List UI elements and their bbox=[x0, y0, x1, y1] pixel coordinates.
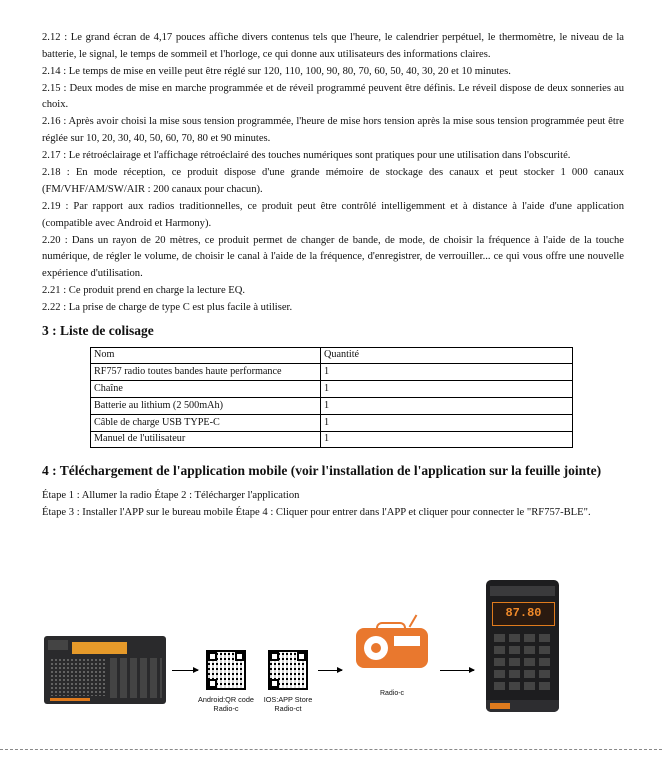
steps-line-2: Étape 3 : Installer l'APP sur le bureau mobile Étape 4 : Cliquer pour entrer dans l'APP et cliquer pour connecter le "RF757-BLE". bbox=[42, 507, 591, 519]
radio-keypad bbox=[110, 658, 162, 698]
qr-code-ios-icon bbox=[268, 650, 308, 690]
document-page bbox=[42, 30, 624, 523]
qr-android-caption-line1: Android:QR code bbox=[198, 695, 254, 704]
paragraph-2-14: 2.14 : Le temps de mise en veille peut être réglé sur 120, 110, 100, 90, 80, 70, 60, 50, 40, 30, 20 et 10 minutes. bbox=[42, 65, 511, 77]
radio-app-caption: Radio-c bbox=[379, 690, 405, 697]
table-cell-quantity: 1 bbox=[321, 431, 573, 448]
paragraph-2-16: 2.16 : Après avoir choisi la mise sous tension programmée, l'heure de mise hors tension après la mise sous tension programmée peut être réglée sur 10, 20, 30, 40, 50, 60, 70, 80 et 90 minutes. bbox=[42, 116, 624, 145]
paragraph-2-19: 2.19 : Par rapport aux radios traditionnelles, ce produit peut être contrôlé intelligemment et à distance à l'aide d'une application (compatible avec Android et Harmony). bbox=[42, 200, 624, 229]
qr-android-caption-line2: Radio-c bbox=[213, 704, 239, 713]
paragraph-2-15: 2.15 : Deux modes de mise en marche programmée et de réveil programmé peuvent être définis. Le réveil dispose de deux sonneries au choix. bbox=[42, 82, 624, 111]
paragraph-2-21: 2.21 : Ce produit prend en charge la lecture EQ. bbox=[42, 284, 246, 296]
table-header-row bbox=[91, 347, 573, 364]
table-cell-quantity: 1 bbox=[321, 381, 573, 398]
qr-ios-caption bbox=[252, 695, 324, 713]
table-header-quantity: Quantité bbox=[321, 347, 573, 364]
table-cell-name: Câble de charge USB TYPE-C bbox=[91, 414, 321, 431]
steps-line-1: Étape 1 : Allumer la radio Étape 2 : Télécharger l'application bbox=[42, 490, 300, 502]
radio-brand-logo bbox=[48, 640, 68, 650]
table-row bbox=[91, 431, 573, 448]
packing-list-table bbox=[90, 347, 573, 449]
radio-display bbox=[72, 642, 127, 654]
table-row bbox=[91, 414, 573, 431]
table-row bbox=[91, 397, 573, 414]
app-top-bar bbox=[490, 586, 555, 596]
table-cell-name: Batterie au lithium (2 500mAh) bbox=[91, 397, 321, 414]
table-cell-name: Manuel de l'utilisateur bbox=[91, 431, 321, 448]
app-bottom-bar bbox=[486, 700, 559, 712]
table-row bbox=[91, 364, 573, 381]
paragraph-2-17: 2.17 : Le rétroéclairage et l'affichage rétroéclairé des touches numériques sont pratiques pour une utilisation dans l'obscurité. bbox=[42, 150, 571, 162]
qr-ios-caption-line2: Radio-ct bbox=[274, 704, 302, 713]
page-bottom-divider bbox=[0, 749, 662, 750]
section-3-heading: 3 : Liste de colisage bbox=[42, 322, 154, 338]
arrow-icon bbox=[440, 670, 474, 671]
radio-speaker-grille bbox=[50, 658, 105, 696]
qr-ios-caption-line1: IOS:APP Store bbox=[263, 695, 313, 704]
table-cell-name: Chaîne bbox=[91, 381, 321, 398]
table-cell-quantity: 1 bbox=[321, 397, 573, 414]
radio-device-image bbox=[44, 636, 166, 704]
table-cell-quantity: 1 bbox=[321, 414, 573, 431]
table-header-name: Nom bbox=[91, 347, 321, 364]
table-row bbox=[91, 381, 573, 398]
app-frequency-value: 87.80 bbox=[505, 606, 542, 620]
paragraph-2-20: 2.20 : Dans un rayon de 20 mètres, ce produit permet de changer de bande, de mode, de choisir la fréquence à l'aide de la touche numérique, de régler le volume, de choisir le canal à l'aide de la fréquence, d'enregistrer, de verrouiller... ce qui vous offre une nouvelle expérience d'utilisation. bbox=[42, 234, 624, 279]
paragraph-2-22: 2.22 : La prise de charge de type C est plus facile à utiliser. bbox=[42, 302, 293, 313]
app-keypad bbox=[494, 634, 551, 694]
app-install-figure bbox=[0, 580, 662, 720]
table-cell-quantity: 1 bbox=[321, 364, 573, 381]
table-cell-name: RF757 radio toutes bandes haute performance bbox=[91, 364, 321, 381]
app-frequency-display bbox=[492, 602, 555, 626]
qr-code-android-icon bbox=[206, 650, 246, 690]
radio-app-icon bbox=[356, 622, 428, 668]
arrow-icon bbox=[172, 670, 198, 671]
section-4-heading: 4 : Téléchargement de l'application mobile (voir l'installation de l'application sur la feuille jointe) bbox=[42, 463, 602, 479]
phone-app-screenshot bbox=[486, 580, 559, 712]
arrow-icon bbox=[318, 670, 342, 671]
radio-accent-strip bbox=[50, 698, 90, 701]
paragraph-2-12: 2.12 : Le grand écran de 4,17 pouces affiche divers contenus tels que l'heure, le calendrier perpétuel, le thermomètre, le niveau de la batterie, le signal, le temps de sommeil et l'horloge, ce qui donne aux utilisateurs des informations claires. bbox=[42, 32, 624, 60]
paragraph-2-18: 2.18 : En mode réception, ce produit dispose d'une grande mémoire de stockage des canaux et peut stocker 1 000 canaux (FM/VHF/AM/SW/AIR : 200 canaux pour chacun). bbox=[42, 167, 624, 195]
